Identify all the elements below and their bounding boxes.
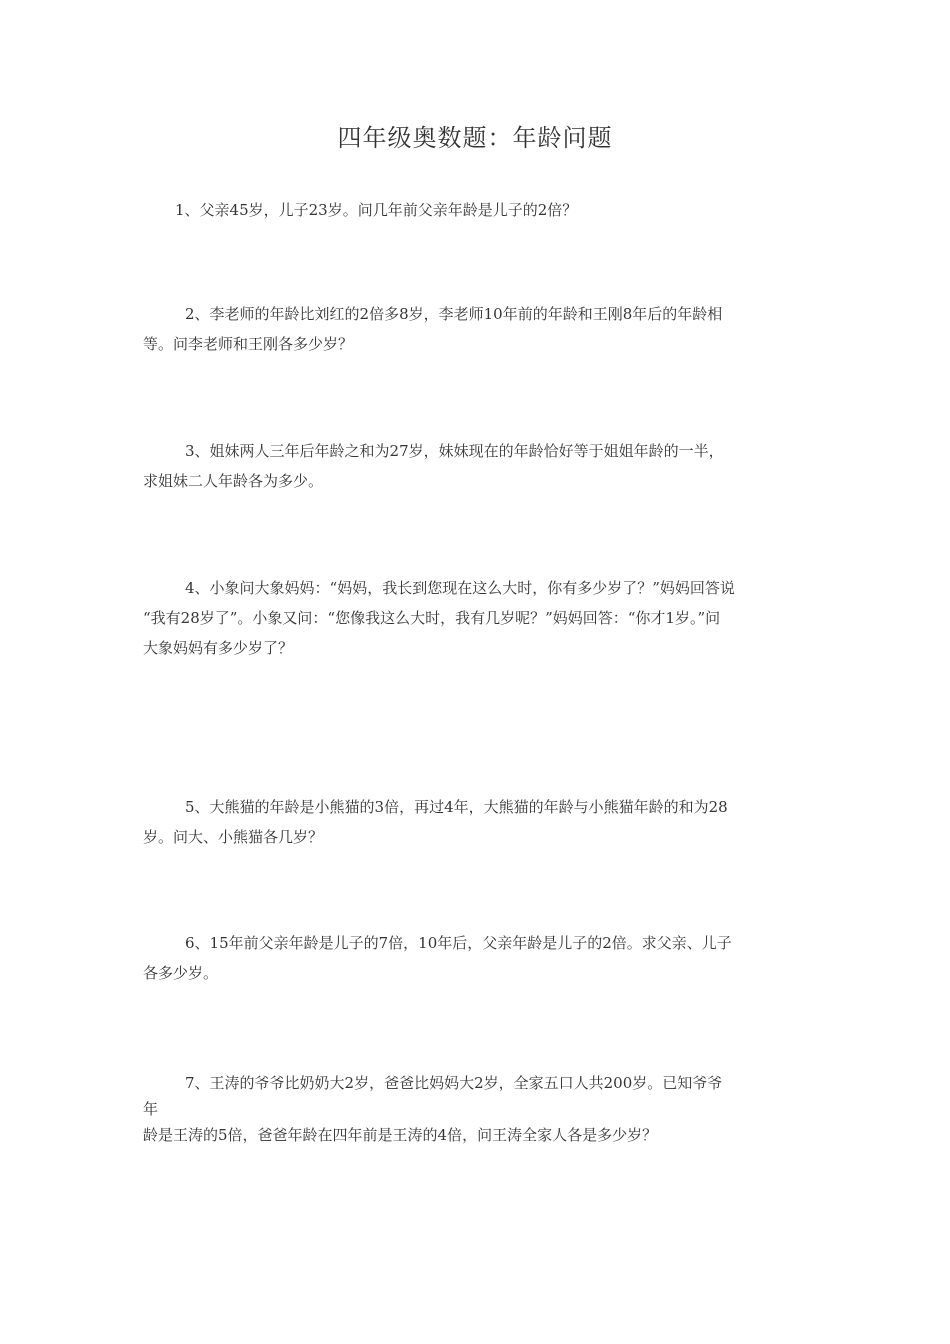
question-3 (143, 436, 808, 496)
question-4 (143, 573, 808, 663)
question-3-line-1: 3、姐妹两人三年后年龄之和为27岁，妹妹现在的年龄恰好等于姐姐年龄的一半， (185, 442, 724, 460)
question-4-line-3: 大象妈妈有多少岁了？ (143, 639, 294, 657)
question-4-line-2: “我有28岁了”。小象又问：“您像我这么大时，我有几岁呢？”妈妈回答：“你才1岁。”问 (143, 609, 721, 627)
question-1 (143, 195, 808, 225)
question-6-line-2: 各多少岁。 (143, 964, 219, 982)
document-title: 四年级奥数题：年龄问题 (337, 124, 613, 152)
question-2-line-1: 2、李老师的年龄比刘红的2倍多8岁，李老师10年前的年龄和王刚8年后的年龄相 (185, 305, 723, 323)
question-6 (143, 928, 808, 988)
question-6-line-1: 6、15年前父亲年龄是儿子的7倍，10年后，父亲年龄是儿子的2倍。求父亲、儿子 (185, 934, 732, 952)
question-3-line-2: 求姐妹二人年龄各为多少。 (143, 472, 324, 490)
question-4-line-1: 4、小象问大象妈妈：“妈妈，我长到您现在这么大时，你有多少岁了？”妈妈回答说 (185, 579, 735, 597)
question-2-line-2: 等。问李老师和王刚各多少岁？ (143, 335, 354, 353)
question-5 (143, 792, 808, 852)
question-7-line-3: 龄是王涛的5倍，爸爸年龄在四年前是王涛的4倍，问王涛全家人各是多少岁？ (143, 1126, 658, 1144)
question-7-line-2: 年 (143, 1100, 159, 1118)
question-2 (143, 299, 808, 359)
question-7 (143, 1068, 808, 1150)
question-1-line-1: 1、父亲45岁，儿子23岁。问几年前父亲年龄是儿子的2倍？ (175, 201, 578, 219)
question-5-line-2: 岁。问大、小熊猫各几岁？ (143, 828, 324, 846)
question-5-line-1: 5、大熊猫的年龄是小熊猫的3倍，再过4年，大熊猫的年龄与小熊猫年龄的和为28 (185, 798, 728, 816)
question-7-line-1: 7、王涛的爷爷比奶奶大2岁，爸爸比妈妈大2岁，全家五口人共200岁。已知爷爷 (185, 1074, 723, 1092)
